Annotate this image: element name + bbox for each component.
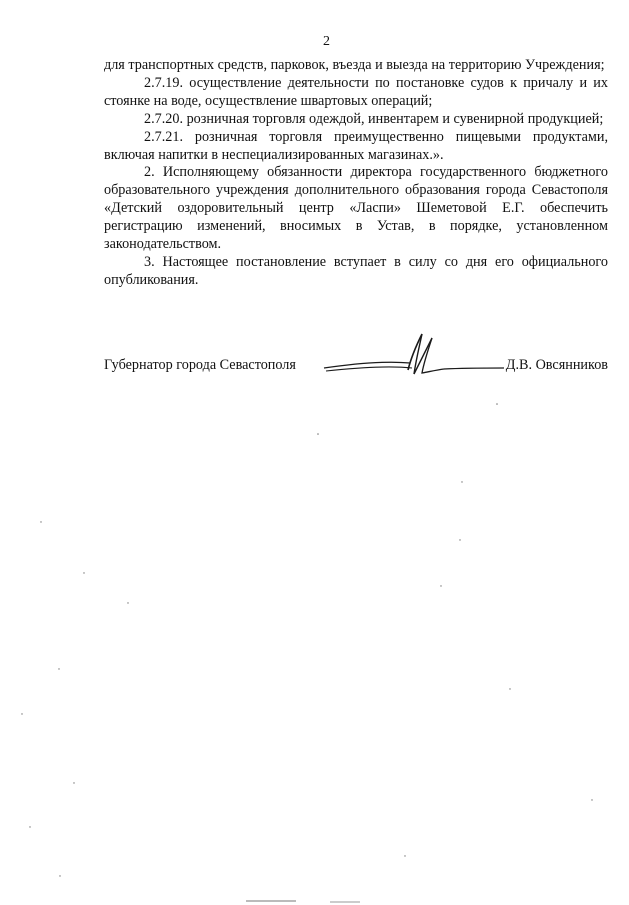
paragraph-item-2: 2. Исполняющему обязанности директора государственного бюджетного образовательного учреждения дополнительного образования города Севастополя «Детский оздоровительный центр «Ласпи» Шеметовой Е.Г. обеспечить регистрацию изменений, вносимых в Устав, в порядке, установленном законодательством. xyxy=(104,164,608,253)
paragraph-continuation: для транспортных средств, парковок, въезда и выезда на территорию Учреждения; xyxy=(104,57,605,73)
paragraph-2-7-21: 2.7.21. розничная торговля преимущественно пищевыми продуктами, включая напитки в неспециализированных магазинах.». xyxy=(104,128,608,163)
page-number: 2 xyxy=(323,34,330,49)
signatory-title: Губернатор города Севастополя xyxy=(104,357,296,373)
document-body xyxy=(104,57,608,290)
signatory-name: Д.В. Овсянников xyxy=(505,357,608,373)
paragraph-2-7-20: 2.7.20. розничная торговля одеждой, инвентарем и сувенирной продукцией; xyxy=(144,110,604,127)
paragraph-item-3: 3. Настоящее постановление вступает в силу со дня его официального опубликования. xyxy=(104,253,608,288)
signature-block xyxy=(104,357,608,379)
paragraph-2-7-19: 2.7.19. осуществление деятельности по постановке судов к причалу и их стоянке на воде, осуществление швартовых операций; xyxy=(104,74,608,109)
